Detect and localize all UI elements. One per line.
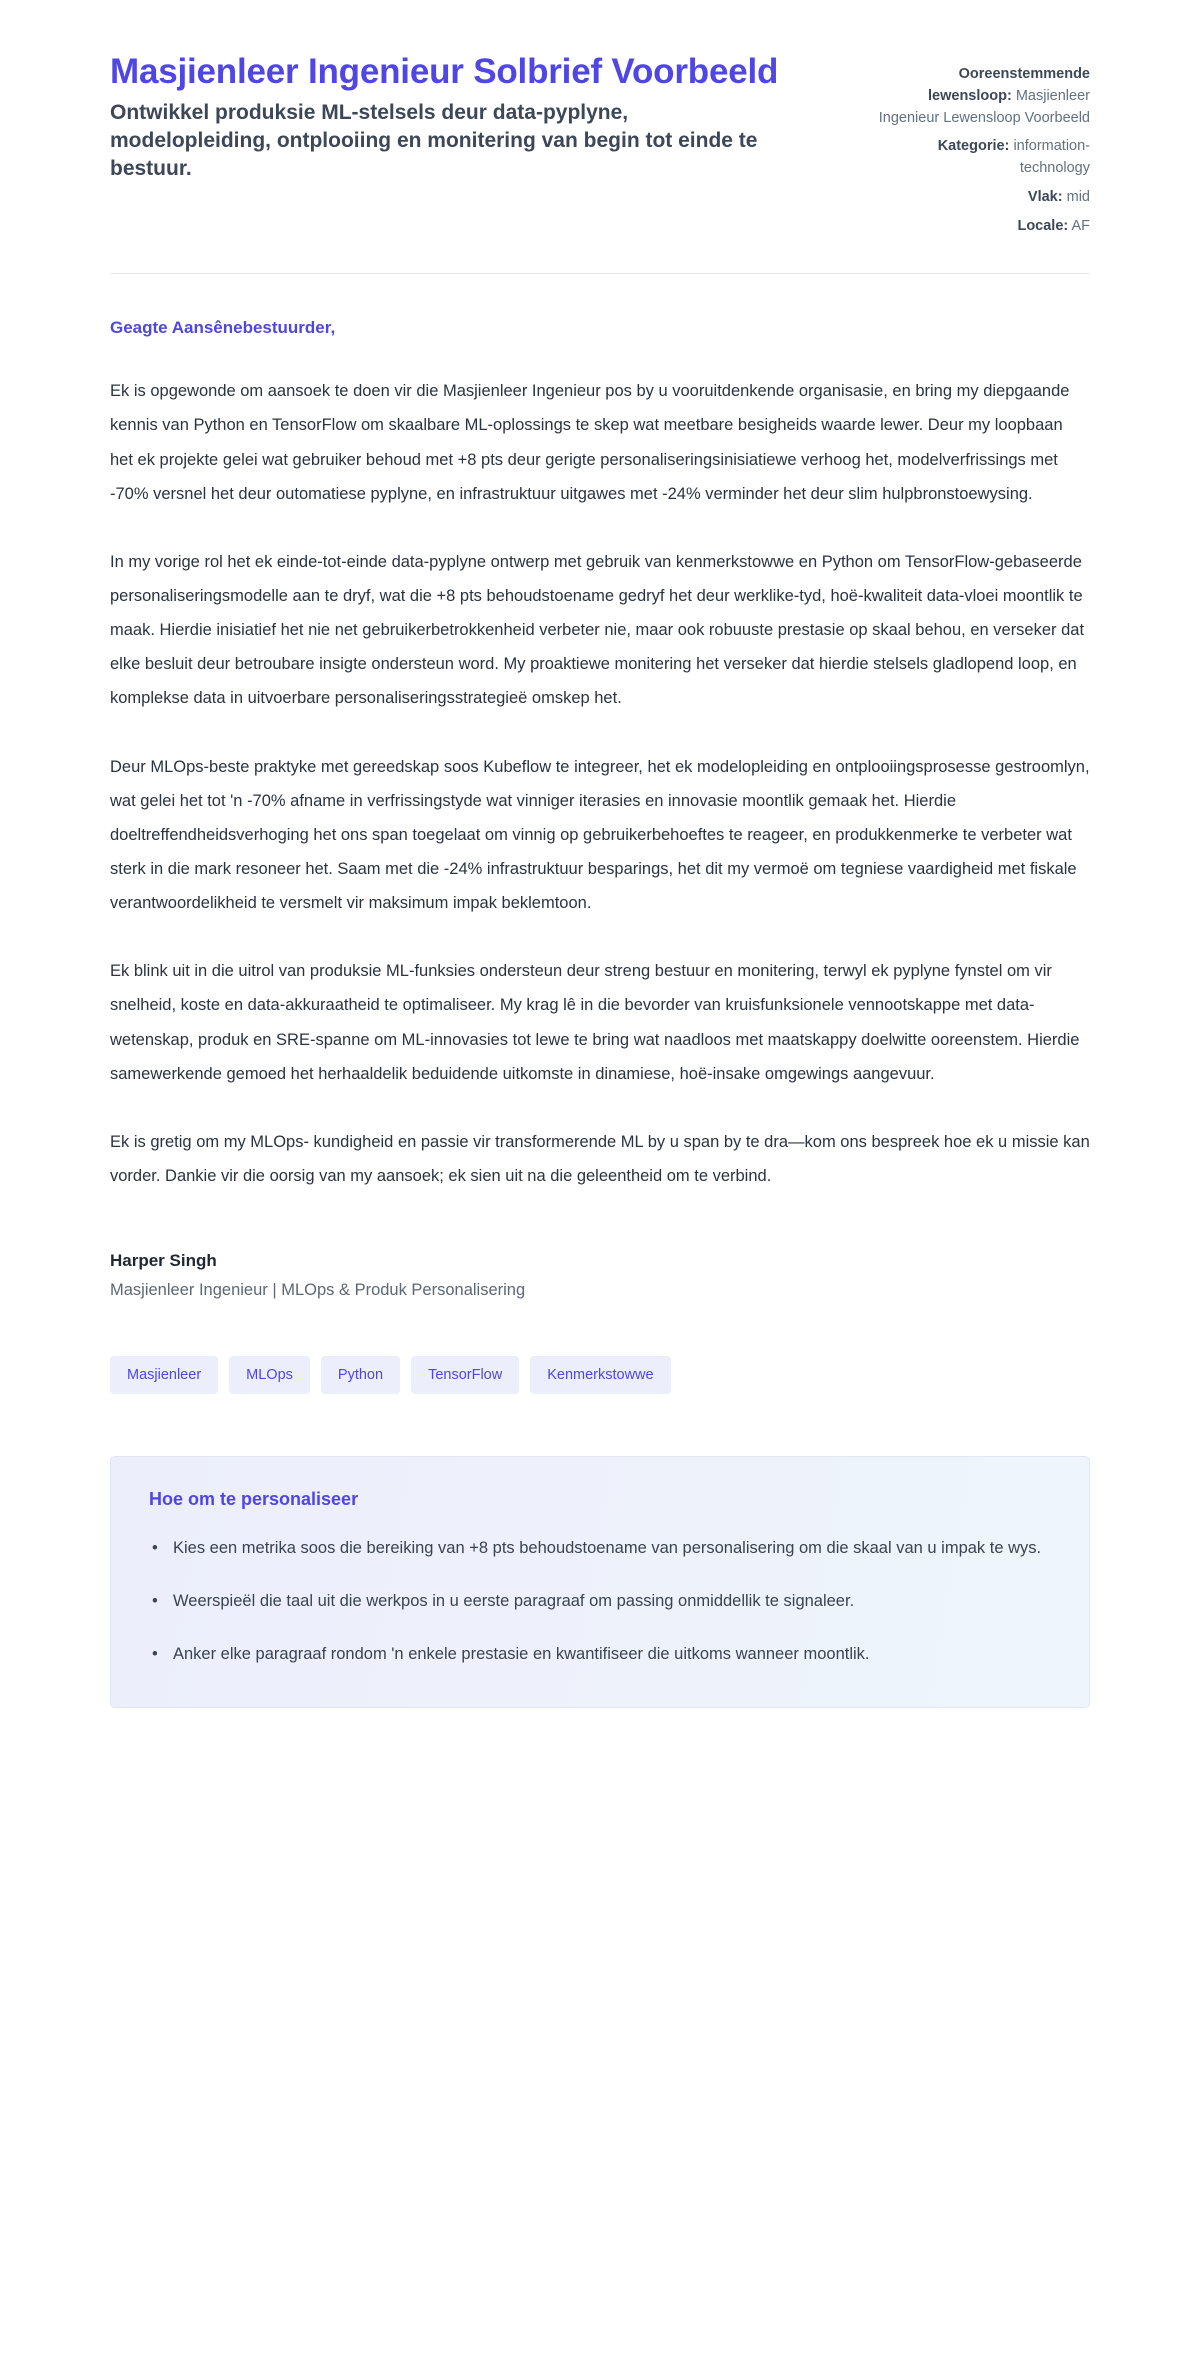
salutation: Geagte Aansênebestuurder, — [110, 318, 336, 338]
letter-paragraph: Ek is gretig om my MLOps- kundigheid en passie vir transformerende ML by u span by te dra—kom ons bespreek hoe ek u missie kan vorder. Dankie vir die oorsig van my aansoek; ek sien uit na die geleentheid om te verbind. — [110, 1132, 1090, 1185]
metadata-row-category — [872, 136, 1090, 180]
page-title: Masjienleer Ingenieur Solbrief Voorbeeld — [110, 52, 779, 91]
tips-list-item-text: Anker elke paragraaf rondom 'n enkele prestasie en kwantifiseer die uitkoms wanneer moontlik. — [173, 1645, 870, 1664]
metadata-label: Kategorie: — [937, 138, 1010, 155]
tag-chip[interactable]: Masjienleer — [110, 1356, 218, 1394]
page-header — [110, 0, 1090, 237]
tips-list-item-text: Weerspieël die taal uit die werkpos in u eerste paragraaf om passing onmiddellik te signaleer. — [173, 1592, 855, 1611]
tips-list — [149, 1532, 1051, 1671]
metadata-value: information-technology — [1013, 138, 1090, 176]
signature-role: Masjienleer Ingenieur | MLOps & Produk Personalisering — [110, 1281, 526, 1300]
tag-chip[interactable]: Python — [321, 1356, 400, 1394]
document-metadata — [872, 52, 1090, 237]
metadata-value: mid — [1066, 188, 1090, 205]
bullet-icon: • — [152, 1645, 158, 1664]
tag-chip[interactable]: MLOps — [229, 1356, 310, 1394]
metadata-label: Vlak: — [1027, 188, 1063, 205]
letter-body — [110, 274, 1090, 1300]
signature-name: Harper Singh — [110, 1251, 217, 1271]
tag-chip[interactable]: TensorFlow — [411, 1356, 519, 1394]
letter-paragraph: Ek blink uit in die uitrol van produksie ML-funksies ondersteun deur streng bestuur en monitering, terwyl ek pyplyne fynstel om vir snelheid, koste en data-akkuraatheid te optimaliseer. My krag lê in die bevorder van kruisfunksionele vennootskappe met data-wetenskap, produk en SRE-spanne om ML-innovasies tot lewe te bring wat naadloos met maatskappy doelwitte ooreenstem. Hierdie samewerkende gemoed het herhaaldelik beduidende uitkomste in dinamiese, hoë-insake omgewings aangevuur. — [110, 962, 1080, 1083]
tag-chip[interactable]: Kenmerkstowwe — [530, 1356, 670, 1394]
tag-list — [110, 1356, 1090, 1394]
metadata-row-level — [872, 187, 1090, 209]
metadata-value: Masjienleer Ingenieur Lewensloop Voorbeeld — [878, 87, 1090, 126]
letter-paragraph: Deur MLOps-beste praktyke met gereedskap soos Kubeflow te integreer, het ek modelopleiding en ontplooiingsprosesse gestroomlyn, wat gelei het tot 'n -70% afname in verfrissingstyde wat vinniger iterasies en innovasie moontlik gemaak het. Hierdie doeltreffendheidsverhoging het ons span toegelaat om vinnig op gebruikerbehoeftes te reageer, en produkkenmerke te verbeter wat sterk in die mark resoneer het. Saam met die -24% infrastruktuur besparings, het dit my vermoë om tegniese vaardigheid met fiskale verantwoordelikheid te versmelt vir maksimum impak beklemtoon. — [110, 757, 1090, 913]
signature-block — [110, 1251, 1090, 1300]
tips-list-item — [149, 1532, 1051, 1565]
bullet-icon: • — [152, 1592, 158, 1611]
metadata-row-matching-resume — [872, 64, 1090, 129]
metadata-label: Locale: — [1017, 217, 1069, 234]
bullet-icon: • — [152, 1539, 158, 1558]
page-subtitle: Ontwikkel produksie ML-stelsels deur data-pyplyne, modelopleiding, ontplooiing en monitering van begin tot einde te bestuur. — [110, 100, 758, 180]
metadata-value: AF — [1071, 217, 1090, 234]
personalization-tips-card — [110, 1456, 1090, 1708]
letter-paragraph: Ek is opgewonde om aansoek te doen vir die Masjienleer Ingenieur pos by u vooruitdenkende organisasie, en bring my diepgaande kennis van Python en TensorFlow om skaalbare ML-oplossings te skep wat meetbare besigheids waarde lewer. Deur my loopbaan het ek projekte gelei wat gebruiker behoud met +8 pts deur gerigte personaliseringsinisiatiewe verhoog het, modelverfrissings met -70% versnel het deur outomatiese pyplyne, en infrastruktuur uitgawes met -24% verminder het deur slim hulpbronstoewysing. — [110, 382, 1070, 503]
header-text-block — [110, 52, 790, 183]
tips-card-title: Hoe om te personaliseer — [149, 1489, 359, 1510]
tips-list-item — [149, 1638, 1051, 1671]
page-bottom-spacer — [110, 1708, 1090, 1788]
tips-list-item — [149, 1585, 1051, 1618]
letter-paragraph: In my vorige rol het ek einde-tot-einde data-pyplyne ontwerp met gebruik van kenmerkstowwe en Python om TensorFlow-gebaseerde personaliseringsmodelle aan te dryf, wat die +8 pts behoudstoename gedryf het deur werklike-tyd, hoë-kwaliteit data-vloei moontlik te maak. Hierdie inisiatief het nie net gebruikerbetrokkenheid verbeter nie, maar ook robuuste prestasie op skaal behou, en verseker dat elke besluit deur betroubare insigte ondersteun word. My proaktiewe monitering het verseker dat hierdie stelsels gladlopend loop, en komplekse data in uitvoerbare personaliseringsstrategieë omskep het. — [110, 552, 1085, 708]
tips-list-item-text: Kies een metrika soos die bereiking van +8 pts behoudstoename van personalisering om die skaal van u impak te wys. — [173, 1539, 1042, 1558]
metadata-label: Ooreenstemmende lewensloop: — [928, 66, 1090, 104]
metadata-row-locale — [872, 216, 1090, 238]
